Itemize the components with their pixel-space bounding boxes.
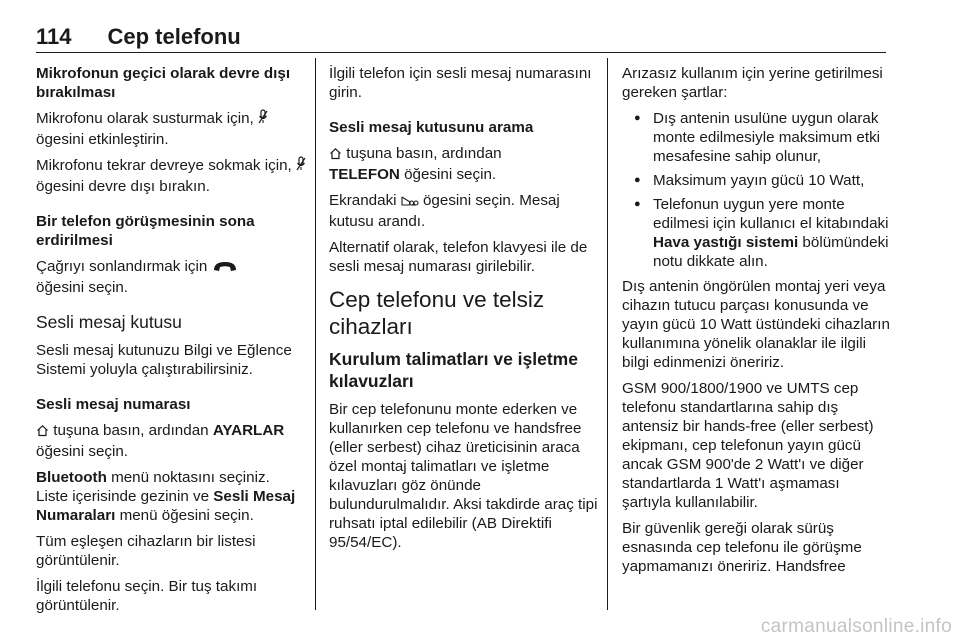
- heading-call-voicemail: Sesli mesaj kutusunu arama: [329, 119, 534, 136]
- paragraph: Dış antenin öngörülen montaj yeri veya cihazın tutucu parçası konusunda ve yayın gücü 10 Watt üstündeki cihazların kullanımına yönelik olanaklar ile ilgili bilgi edinmenizi öneririz.: [622, 278, 890, 371]
- paragraph: Arızasız kullanım için yerine getirilmesi gereken şartlar:: [622, 65, 883, 101]
- watermark: carmanualsonline.info: [760, 616, 952, 637]
- paragraph: Bluetooth menü noktasını seçiniz. Liste içerisinde gezinin ve Sesli Mesaj Numaraları menü öğesini seçin.: [36, 469, 296, 524]
- heading-radio-devices: Cep telefonu ve telsiz cihazları: [329, 287, 545, 339]
- column-1: [36, 64, 306, 622]
- paragraph: Bir cep telefonunu monte ederken ve kullanırken cep telefonu ve handsfree (eller serbest) cihaz üreticisinin araca özel montaj talimatları ve işletme kılavuzları göz önünde bulundurulmalıdır. Aksi takdirde araç tipi ruhsatı iptal edilebilir (AB Direktifi 95/54/EC).: [329, 401, 598, 551]
- paragraph: Tüm eşleşen cihazların bir listesi görüntülenir.: [36, 533, 256, 569]
- column-2: [329, 64, 599, 559]
- paragraph: Mikrofonu tekrar devreye sokmak için, ögesini devre dışı bırakın.: [36, 156, 306, 196]
- bullet-list: [622, 109, 892, 271]
- list-item: ● Telefonun uygun yere monte edilmesi için kullanıcı el kitabındaki Hava yastığı sistemi bölümündeki notu dikkate alın.: [622, 195, 892, 271]
- heading-voicemail: Sesli mesaj kutusu: [36, 312, 182, 332]
- column-divider: [315, 58, 316, 610]
- column-divider: [607, 58, 608, 610]
- column-3: [622, 64, 892, 583]
- page-number: 114: [36, 24, 72, 49]
- list-item: ● Maksimum yayın gücü 10 Watt,: [622, 171, 892, 190]
- paragraph: tuşuna basın, ardından AYARLAR öğesini seçin.: [36, 422, 285, 460]
- mic-muted-icon: [258, 109, 268, 130]
- heading-voicemail-number: Sesli mesaj numarası: [36, 396, 191, 413]
- paragraph: Alternatif olarak, telefon klavyesi ile de sesli mesaj numarası girilebilir.: [329, 239, 588, 275]
- paragraph: Sesli mesaj kutunuzu Bilgi ve Eğlence Sistemi yoluyla çalıştırabilirsiniz.: [36, 342, 292, 378]
- paragraph: Mikrofonu olarak susturmak için, ögesini etkinleştirin.: [36, 109, 306, 149]
- page-header: [36, 22, 886, 53]
- list-item: ● Dış antenin usulüne uygun olarak monte edilmesiyle maksimum etki mesafesine sahip olunur,: [622, 109, 892, 166]
- paragraph: tuşuna basın, ardından TELEFON öğesini seçin.: [329, 145, 502, 183]
- home-icon: [36, 423, 49, 442]
- voicemail-icon: [401, 193, 419, 212]
- heading-installation: Kurulum talimatları ve işletme kılavuzları: [329, 349, 578, 391]
- home-icon: [329, 146, 342, 165]
- mic-muted-icon: [296, 156, 306, 177]
- paragraph: İlgili telefon için sesli mesaj numarasını girin.: [329, 65, 592, 101]
- page-title: Cep telefonu: [107, 24, 241, 49]
- heading-mute-microphone: Mikrofonun geçici olarak devre dışı bırakılması: [36, 65, 291, 101]
- paragraph: Ekrandaki ögesini seçin. Mesaj kutusu arandı.: [329, 192, 560, 230]
- paragraph: Çağrıyı sonlandırmak için öğesini seçin.: [36, 257, 306, 297]
- paragraph: İlgili telefonu seçin. Bir tuş takımı görüntülenir.: [36, 578, 258, 614]
- hang-up-icon: [212, 259, 238, 278]
- heading-end-call: Bir telefon görüşmesinin sona erdirilmesi: [36, 213, 255, 249]
- paragraph: GSM 900/1800/1900 ve UMTS cep telefonu standartlarına sahip dış antensiz bir hands-free (eller serbest) ekipmanı, cep telefonun yayın gücü ancak GSM 900'de 2 Watt'ı ve diğer standartlarda 1 Watt'ı aşmaması şartıyla kullanılabilir.: [622, 380, 874, 511]
- paragraph: Bir güvenlik gereği olarak sürüş esnasında cep telefonu ile görüşme yapmamanızı öneririz. Handsfree: [622, 520, 862, 575]
